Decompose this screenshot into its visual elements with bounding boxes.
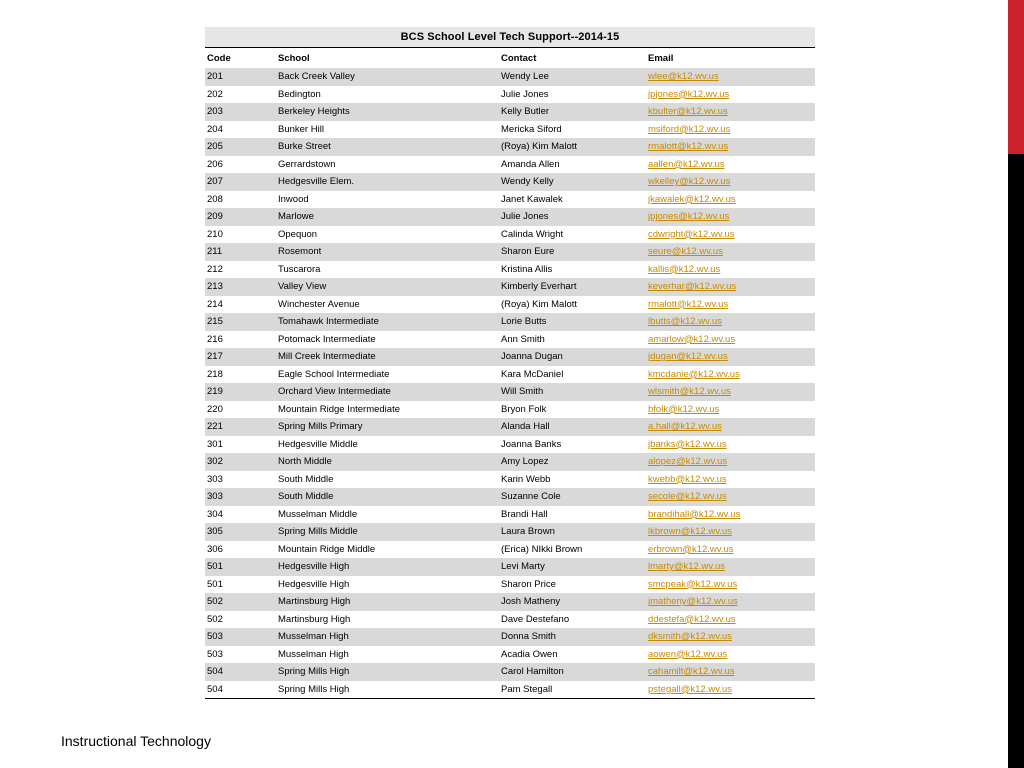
cell-school: Hedgesville Elem. [278,176,355,188]
cell-contact: Karin Webb [501,473,551,485]
email-link[interactable]: lkbrown@k12.wv.us [648,526,732,538]
table-row [205,173,815,191]
table-row [205,593,815,611]
cell-code: 211 [207,246,223,258]
cell-email [648,264,815,275]
column-header-email: Email [648,52,674,64]
cell-code: 304 [207,508,223,520]
cell-code: 203 [207,106,223,118]
cell-code: 502 [207,596,223,608]
email-link[interactable]: jpjones@k12.wv.us [648,211,730,223]
cell-school: Musselman Middle [278,508,358,520]
cell-code: 212 [207,263,223,275]
table-row [205,576,815,594]
cell-code: 305 [207,526,223,538]
table-row [205,331,815,349]
email-link[interactable]: wkelley@k12.wv.us [648,176,731,188]
cell-contact: Levi Marty [501,561,545,573]
cell-email [648,299,815,310]
table-bottom-rule [205,698,815,699]
table-row [205,243,815,261]
table-row [205,68,815,86]
cell-school: South Middle [278,491,334,503]
cell-email [648,526,815,537]
email-link[interactable]: kwebb@k12.wv.us [648,473,727,485]
cell-school: Rosemont [278,246,322,258]
table-row [205,453,815,471]
cell-email [648,246,815,257]
cell-code: 208 [207,193,223,205]
table-row [205,471,815,489]
cell-school: Winchester Avenue [278,298,360,310]
email-link[interactable]: a.hall@k12.wv.us [648,421,722,433]
cell-contact: Laura Brown [501,526,555,538]
cell-email [648,474,815,485]
cell-code: 501 [207,561,223,573]
cell-school: Orchard View Intermediate [278,386,391,398]
cell-school: Mountain Ridge Middle [278,543,376,555]
cell-code: 220 [207,403,223,415]
email-link[interactable]: pstegall@k12.wv.us [648,683,732,695]
cell-contact: Pam Stegall [501,683,553,695]
cell-contact: Joanna Banks [501,438,562,450]
email-link[interactable]: jkawalek@k12.wv.us [648,193,736,205]
cell-email [648,334,815,345]
table-row [205,138,815,156]
cell-email [648,666,815,677]
table-row [205,191,815,209]
cell-contact: Brandi Hall [501,508,548,520]
cell-code: 216 [207,333,223,345]
table-row [205,418,815,436]
cell-code: 209 [207,211,223,223]
cell-email [648,614,815,625]
email-link[interactable]: cahamilt@k12.wv.us [648,666,735,678]
email-link[interactable]: dksmith@k12.wv.us [648,631,732,643]
email-link[interactable]: cdwright@k12.wv.us [648,228,735,240]
cell-contact: Lorie Butts [501,316,547,328]
cell-email [648,124,815,135]
cell-email [648,281,815,292]
email-link[interactable]: lbutts@k12.wv.us [648,316,722,328]
cell-contact: Kimberly Everhart [501,281,577,293]
column-header-contact: Contact [501,52,537,64]
cell-contact: (Roya) Kim Malott [501,298,578,310]
table-row [205,208,815,226]
cell-contact: Suzanne Cole [501,491,561,503]
cell-contact: Josh Matheny [501,596,561,608]
cell-school: Hedgesville High [278,578,350,590]
email-link[interactable]: jmatheny@k12.wv.us [648,596,738,608]
cell-contact: Julie Jones [501,88,549,100]
email-link[interactable]: kbulter@k12.wv.us [648,106,728,118]
table-row [205,156,815,174]
cell-school: Hedgesville High [278,561,350,573]
cell-school: Potomack Intermediate [278,333,376,345]
cell-contact: Acadia Owen [501,648,558,660]
accent-bar-black [1008,154,1024,768]
email-link[interactable]: bfolk@k12.wv.us [648,403,720,415]
cell-code: 503 [207,631,223,643]
cell-contact: Mericka Siford [501,123,562,135]
cell-school: Eagle School Intermediate [278,368,390,380]
table-row [205,226,815,244]
email-link[interactable]: jpjones@k12.wv.us [648,88,730,100]
cell-school: Spring Mills Middle [278,526,358,538]
cell-contact: Kristina Allis [501,263,553,275]
email-link[interactable]: erbrown@k12.wv.us [648,543,734,555]
cell-school: Bunker Hill [278,123,324,135]
cell-school: Hedgesville Middle [278,438,358,450]
cell-contact: Julie Jones [501,211,549,223]
cell-email [648,421,815,432]
table-row [205,296,815,314]
email-link[interactable]: ddestefa@k12.wv.us [648,613,736,625]
table-row [205,436,815,454]
cell-code: 504 [207,666,223,678]
email-link[interactable]: rmalott@k12.wv.us [648,141,729,153]
cell-contact: Wendy Kelly [501,176,554,188]
email-link[interactable]: lmarty@k12.wv.us [648,561,726,573]
email-link[interactable]: wlee@k12.wv.us [648,71,719,83]
cell-contact: Carol Hamilton [501,666,564,678]
email-link[interactable]: alopez@k12.wv.us [648,456,728,468]
cell-school: Tuscarora [278,263,321,275]
accent-bar-red [1008,0,1024,154]
cell-code: 219 [207,386,223,398]
email-link[interactable]: msiford@k12.wv.us [648,123,731,135]
cell-code: 502 [207,613,223,625]
cell-email [648,369,815,380]
cell-school: Spring Mills High [278,666,350,678]
cell-code: 306 [207,543,223,555]
email-link[interactable]: seure@k12.wv.us [648,246,723,258]
cell-contact: Bryon Folk [501,403,547,415]
cell-contact: (Erica) NIkki Brown [501,543,583,555]
cell-contact: Kara McDaniel [501,368,564,380]
cell-contact: Dave Destefano [501,613,570,625]
cell-code: 301 [207,438,223,450]
cell-school: Musselman High [278,631,349,643]
cell-email [648,491,815,502]
cell-code: 202 [207,88,223,100]
email-link[interactable]: wlsmith@k12.wv.us [648,386,731,398]
table-body [205,68,815,698]
cell-school: Marlowe [278,211,314,223]
cell-school: Valley View [278,281,327,293]
cell-contact: Will Smith [501,386,544,398]
cell-code: 503 [207,648,223,660]
table-row [205,523,815,541]
email-link[interactable]: aowen@k12.wv.us [648,648,728,660]
table-row [205,278,815,296]
table-row [205,541,815,559]
cell-email [648,89,815,100]
cell-email [648,386,815,397]
cell-email [648,141,815,152]
table-row [205,506,815,524]
cell-contact: Sharon Price [501,578,556,590]
cell-email [648,316,815,327]
cell-contact: Donna Smith [501,631,556,643]
cell-email [648,561,815,572]
cell-school: Back Creek Valley [278,71,355,83]
email-link[interactable]: kmcdanie@k12.wv.us [648,368,740,380]
cell-school: Spring Mills High [278,683,350,695]
cell-code: 504 [207,683,223,695]
cell-code: 205 [207,141,223,153]
cell-contact: Sharon Eure [501,246,555,258]
table-row [205,558,815,576]
cell-school: Musselman High [278,648,349,660]
cell-email [648,404,815,415]
cell-contact: Wendy Lee [501,71,549,83]
cell-code: 214 [207,298,223,310]
table-row [205,663,815,681]
cell-code: 207 [207,176,223,188]
cell-school: Tomahawk Intermediate [278,316,379,328]
cell-school: Martinsburg High [278,613,351,625]
footer-label: Instructional Technology [61,733,211,749]
cell-email [648,631,815,642]
cell-email [648,579,815,590]
cell-email [648,211,815,222]
column-header-school: School [278,52,310,64]
cell-school: Mountain Ridge Intermediate [278,403,400,415]
email-link[interactable]: kallis@k12.wv.us [648,263,721,275]
table-row [205,121,815,139]
cell-email [648,106,815,117]
cell-email [648,684,815,695]
cell-contact: Calinda Wright [501,228,564,240]
table-row [205,261,815,279]
cell-email [648,159,815,170]
cell-school: Bedington [278,88,321,100]
email-link[interactable]: jbanks@k12.wv.us [648,438,727,450]
cell-school: Martinsburg High [278,596,351,608]
cell-code: 213 [207,281,223,293]
cell-code: 206 [207,158,223,170]
table-row [205,611,815,629]
cell-code: 210 [207,228,223,240]
cell-code: 501 [207,578,223,590]
cell-email [648,509,815,520]
column-header-code: Code [207,52,231,64]
table-row [205,646,815,664]
cell-contact: Kelly Butler [501,106,550,118]
cell-school: Inwood [278,193,309,205]
cell-school: Gerrardstown [278,158,336,170]
table-row [205,366,815,384]
email-link[interactable]: jdugan@k12.wv.us [648,351,728,363]
table-row [205,628,815,646]
cell-email [648,351,815,362]
cell-contact: Amy Lopez [501,456,549,468]
cell-email [648,544,815,555]
cell-code: 217 [207,351,223,363]
cell-school: Burke Street [278,141,331,153]
cell-contact: (Roya) Kim Malott [501,141,578,153]
cell-contact: Joanna Dugan [501,351,563,363]
cell-contact: Ann Smith [501,333,545,345]
table-row [205,348,815,366]
cell-email [648,456,815,467]
table-row [205,86,815,104]
cell-contact: Alanda Hall [501,421,550,433]
email-link[interactable]: keverhar@k12.wv.us [648,281,737,293]
cell-code: 303 [207,491,223,503]
cell-code: 215 [207,316,223,328]
table-row [205,313,815,331]
cell-code: 221 [207,421,223,433]
cell-school: Spring Mills Primary [278,421,363,433]
cell-email [648,649,815,660]
cell-email [648,596,815,607]
email-link[interactable]: secole@k12.wv.us [648,491,727,503]
cell-contact: Janet Kawalek [501,193,563,205]
email-link[interactable]: aallen@k12.wv.us [648,158,725,170]
cell-school: North Middle [278,456,332,468]
cell-code: 204 [207,123,223,135]
cell-email [648,176,815,187]
cell-code: 201 [207,71,223,83]
table-row [205,401,815,419]
cell-code: 302 [207,456,223,468]
table-header-row [205,48,815,68]
table-row [205,488,815,506]
cell-email [648,439,815,450]
table-row [205,383,815,401]
cell-email [648,229,815,240]
cell-email [648,194,815,205]
cell-school: South Middle [278,473,334,485]
table-row [205,681,815,699]
cell-contact: Amanda Allen [501,158,560,170]
email-link[interactable]: rmalott@k12.wv.us [648,298,729,310]
cell-school: Mill Creek Intermediate [278,351,376,363]
email-link[interactable]: amarlow@k12.wv.us [648,333,736,345]
email-link[interactable]: smcpeak@k12.wv.us [648,578,738,590]
email-link[interactable]: brandihall@k12.wv.us [648,508,741,520]
table-title: BCS School Level Tech Support--2014-15 [205,27,815,48]
table-row [205,103,815,121]
cell-code: 218 [207,368,223,380]
cell-school: Opequon [278,228,318,240]
cell-school: Berkeley Heights [278,106,350,118]
cell-code: 303 [207,473,223,485]
cell-email [648,71,815,82]
tech-support-table [205,27,815,699]
